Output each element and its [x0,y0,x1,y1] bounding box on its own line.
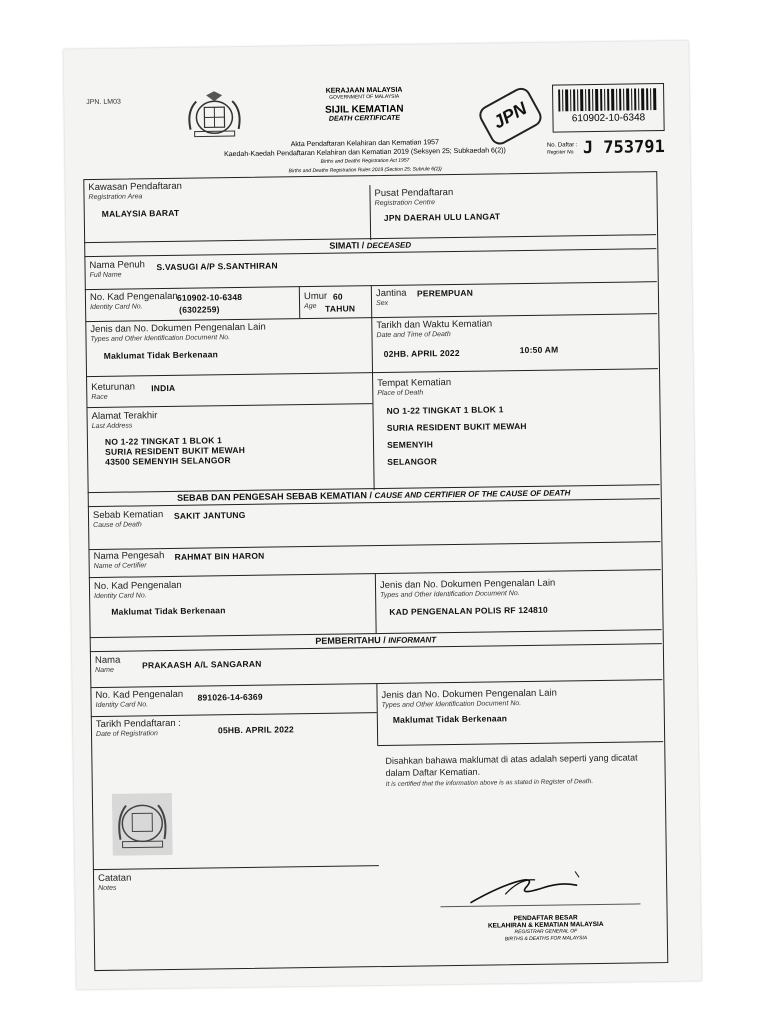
certifier-name-label: Nama Pengesah Name of Certifier [93,550,165,571]
certifier-doc-label: Jenis dan No. Dokumen Pengenalan Lain Types and Other Identification Document No. [379,577,556,600]
age-label: Umur Age [303,290,328,311]
full-name-value: S.VASUGI A/P S.SANTHIRAN [156,260,278,273]
barcode-box [552,83,665,133]
informant-doc-label: Jenis dan No. Dokumen Pengenalan Lain Types and Other Identification Document No. [381,687,557,710]
age-unit: TAHUN [325,303,356,314]
informant-name-value: PRAKAASH A/L SANGARAN [142,658,262,671]
register-number: J 753791 [582,137,665,159]
govt-label-en: GOVERNMENT OF MALAYSIA [329,93,400,101]
informant-section-title: PEMBERITAHU / INFORMANT [90,629,662,652]
place-of-death-label: Tempat Kematian Place of Death [377,377,452,398]
informant-name-label: Nama Name [94,654,121,675]
signer-title-2: KELAHIRAN & KEMATIAN MALAYSIA [487,920,604,930]
full-name-label: Nama Penuh Full Name [89,259,146,280]
barcode-icon [558,88,658,111]
informant-ic-value: 891026-14-6369 [197,691,263,703]
certifier-ic-value: Maklumat Tidak Berkenaan [111,605,226,617]
race-value: INDIA [151,382,176,394]
notes-label: Catatan Notes [97,872,132,893]
ic-label: No. Kad Pengenalan Identity Card No. [89,290,178,312]
race-label: Keturunan Race [91,381,136,402]
barcode-number: 610902-10-6348 [571,112,646,125]
address-line: 43500 SEMENYIH SELANGOR [105,455,231,467]
certificate-paper [63,41,701,990]
informant-ic-label: No. Kad Pengenalan Identity Card No. [95,688,184,710]
death-datetime-label: Tarikh dan Waktu Kematian Date and Time of Death [376,318,493,340]
place-of-death-value [386,401,527,471]
register-label: No. Daftar : [546,142,578,149]
act-line-2: Kaedah-Kaedah Pendaftaran Kelahiran dan Kematian 2019 (Seksyen 25; Subkaedah 6(2)) [224,147,506,159]
register-label-en: Register No. [546,149,575,156]
place-line: SEMENYIH [386,439,434,450]
address-line: NO 1-22 TINGKAT 1 BLOK 1 [104,435,223,447]
registration-date-label: Tarikh Pendaftaran : Date of Registration [95,717,181,739]
certifier-doc-value: KAD PENGENALAN POLIS RF 124810 [389,604,548,617]
deceased-section-title: SIMATI / DECEASED [84,234,656,257]
certifier-ic-label: No. Kad Pengenalan Identity Card No. [93,579,182,601]
ic-old-value: (6302259) [179,304,220,315]
act-line-1: Akta Pendaftaran Kelahiran dan Kematian 1957 [290,139,439,149]
other-doc-value: Maklumat Tidak Berkenaan [103,349,219,361]
registration-centre-label: Pusat Pendaftaran Registration Centre [374,186,454,208]
place-line: NO 1-22 TINGKAT 1 BLOK 1 [386,404,504,416]
cause-section-title: SEBAB DAN PENGESAH SEBAB KEMATIAN / CAUSE AND CERTIFIER OF THE CAUSE OF DEATH [88,484,660,507]
registration-area-value: MALAYSIA BARAT [101,207,180,219]
certification-text: Disahkan bahawa maklumat di atas adalah seperti yang dicatat dalam Daftar Kematian. [385,752,638,778]
signer-title-4: BIRTHS & DEATHS FOR MALAYSIA [504,935,588,943]
last-address-value [105,435,245,467]
jpn-stamp: JPN [476,84,545,148]
ic-value: 610902-10-6348 [176,291,243,303]
form-code: JPN. LM03 [86,98,121,107]
official-seal-icon [112,793,173,856]
certificate-title-en: DEATH CERTIFICATE [328,114,401,123]
sex-label: Jantina Sex [375,287,407,308]
death-time-value: 10:50 AM [519,344,559,356]
cause-of-death-label: Sebab Kematian Cause of Death [92,509,164,530]
sex-value: PEREMPUAN [416,287,474,299]
coat-of-arms-icon [182,91,247,140]
certifier-name-value: RAHMAT BIN HARON [174,550,265,562]
signer-title-1: PENDAFTAR BESAR [513,914,578,923]
signature-icon [465,867,586,909]
govt-label: KERAJAAN MALAYSIA [325,86,403,95]
informant-doc-value: Maklumat Tidak Berkenaan [392,713,508,725]
certificate-title: SIJIL KEMATIAN [325,103,404,116]
other-doc-label: Jenis dan No. Dokumen Pengenalan Lain Types and Other Identification Document No. [90,321,266,344]
place-line: SURIA RESIDENT BUKIT MEWAH [386,420,527,433]
registration-date-value: 05HB. APRIL 2022 [217,724,295,736]
address-line: SURIA RESIDENT BUKIT MEWAH [105,444,246,457]
signer-title-3: REGISTRAR GENERAL OF [514,928,578,936]
last-address-label: Alamat Terakhir Last Address [91,410,158,431]
registration-centre-value: JPN DAERAH ULU LANGAT [383,211,501,223]
certificate-sheet [63,41,701,990]
act-line-4: Births and Deaths Registration Rules 2019 (Section 25; Subrule 6(2)) [288,166,442,175]
cause-of-death-value: SAKIT JANTUNG [173,509,246,521]
certification-text-en: It is certified that the information above is as stated in Register of Death. [385,778,594,788]
act-line-3: Births and Deaths Registration Act 1957 [320,157,410,165]
death-date-value: 02HB. APRIL 2022 [383,347,460,359]
registration-area-label: Kawasan Pendaftaran Registration Area [88,180,182,202]
place-line: SELANGOR [387,456,438,467]
age-value: 60 [332,291,343,302]
